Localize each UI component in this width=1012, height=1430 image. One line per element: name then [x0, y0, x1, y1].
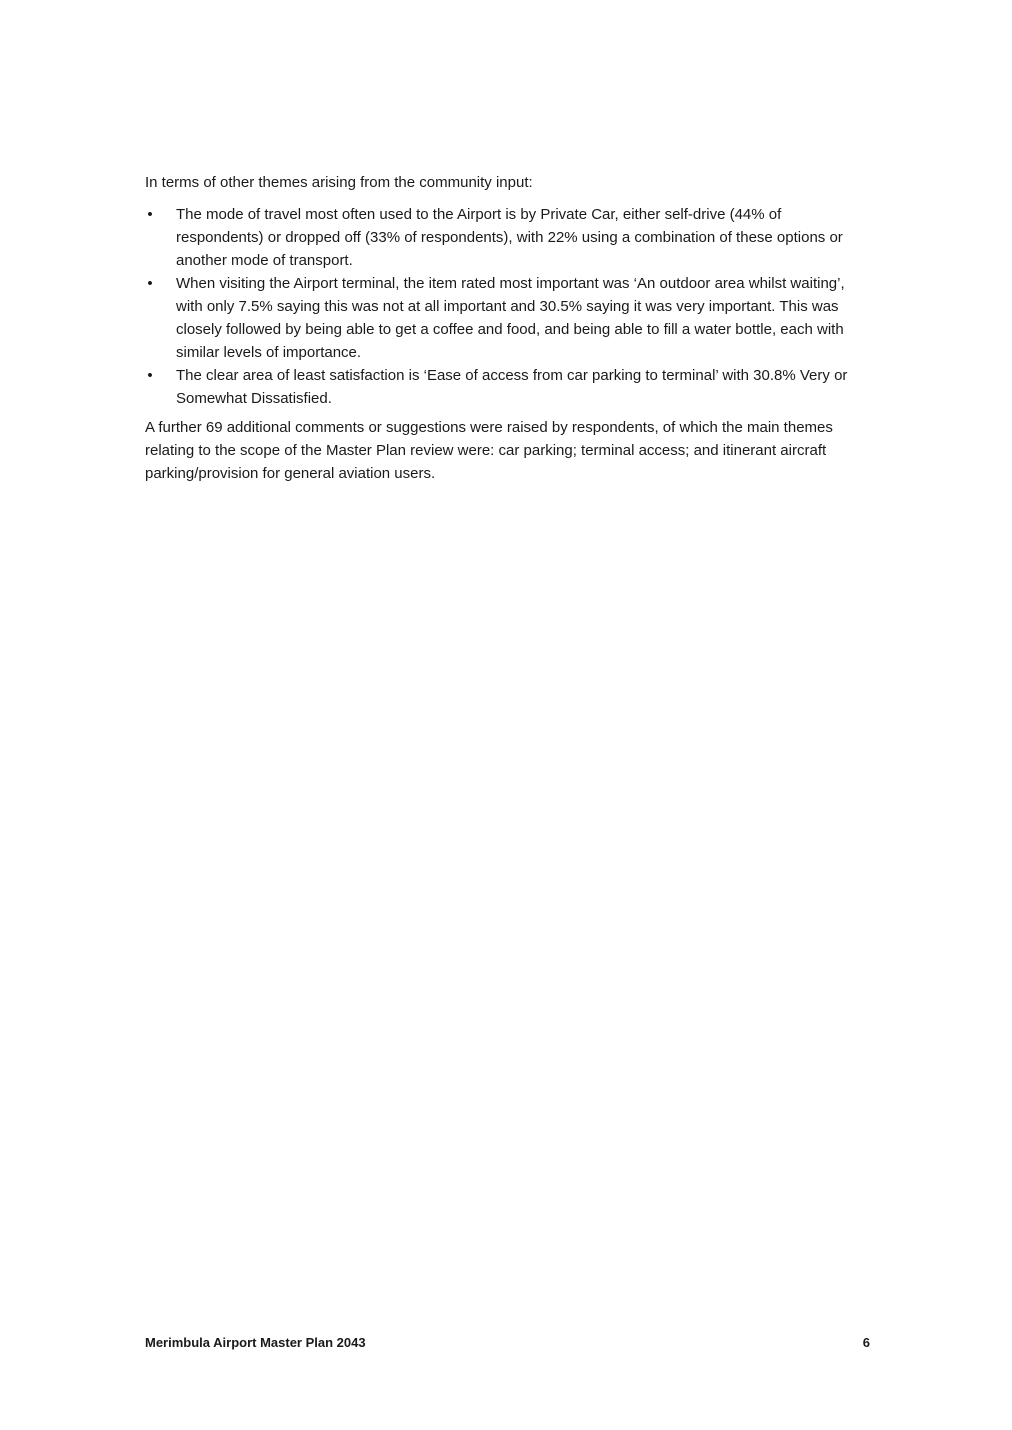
list-item-text: When visiting the Airport terminal, the item rated most important was ‘An outdoor area whilst waiting’, with only 7.5% saying this was not at all important and 30.5% saying it was very important. This was closely followed by being able to get a coffee and food, and being able to fill a water bottle, each with similar levels of importance. — [176, 275, 845, 361]
bullet-icon: • — [147, 206, 153, 223]
list-item — [145, 203, 870, 272]
list-item-text: The clear area of least satisfaction is ‘Ease of access from car parking to terminal’ with 30.8% Very or Somewhat Dissatisfied. — [176, 367, 848, 407]
page-footer — [145, 1335, 870, 1350]
page-number: 6 — [862, 1335, 870, 1350]
intro-paragraph: In terms of other themes arising from the community input: — [145, 174, 533, 191]
closing-paragraph: A further 69 additional comments or suggestions were raised by respondents, of which the main themes relating to the scope of the Master Plan review were: car parking; terminal access; and itinerant aircraft parking/provision for general aviation users. — [145, 419, 833, 482]
footer-title: Merimbula Airport Master Plan 2043 — [145, 1335, 366, 1350]
list-item — [145, 272, 870, 364]
bullet-icon: • — [147, 275, 153, 292]
bullet-icon: • — [147, 367, 153, 384]
list-item — [145, 364, 870, 410]
list-item-text: The mode of travel most often used to the Airport is by Private Car, either self-drive (44% of respondents) or dropped off (33% of respondents), with 22% using a combination of these options or another mode of transport. — [176, 206, 843, 269]
document-body — [145, 171, 870, 485]
themes-list — [145, 203, 870, 410]
